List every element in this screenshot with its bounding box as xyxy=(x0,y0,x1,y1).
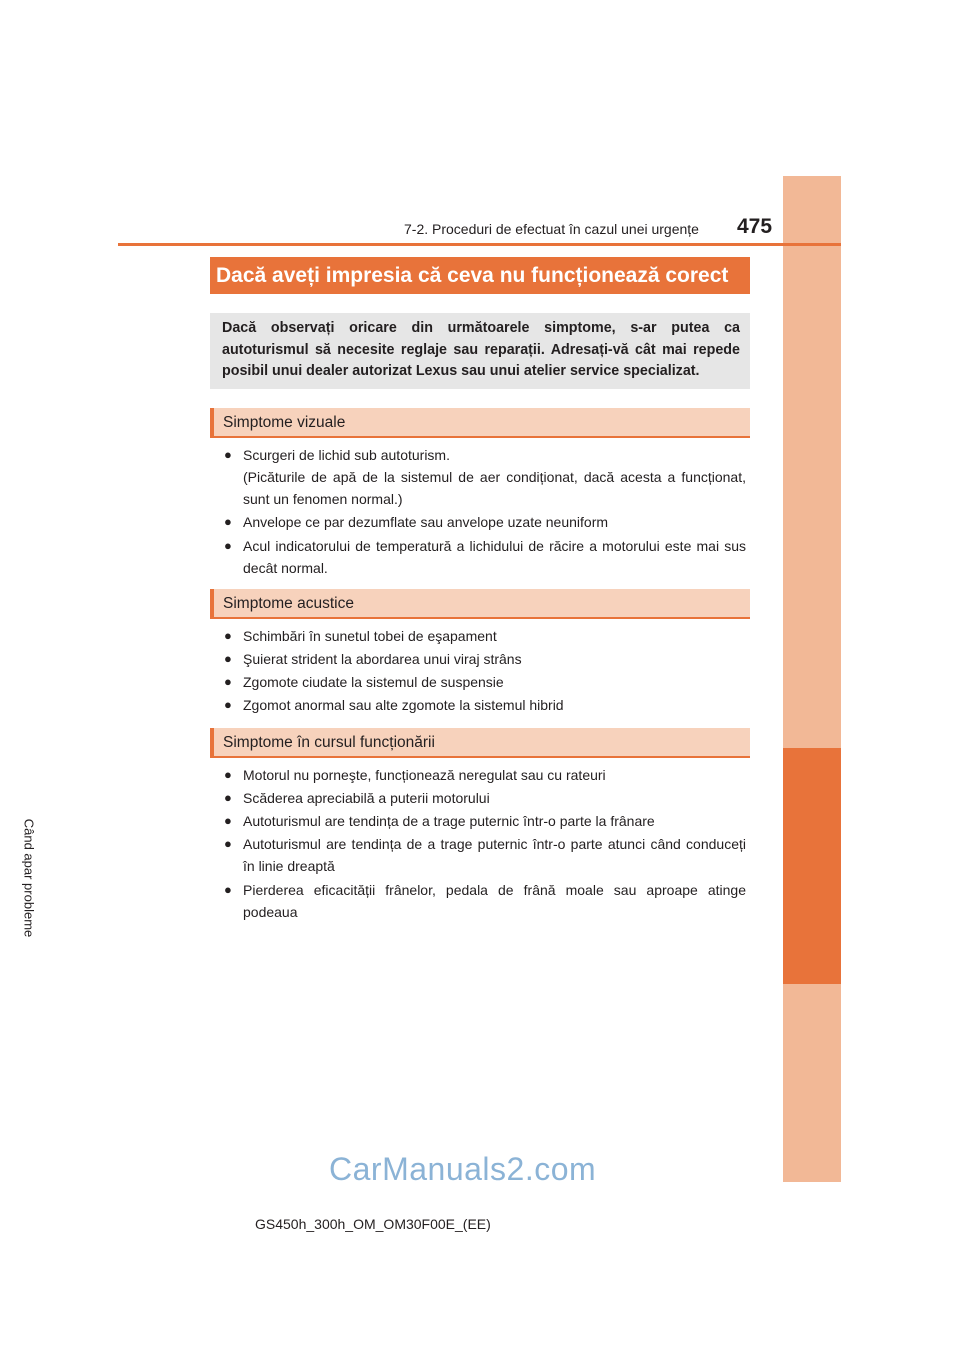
bullet-icon: ● xyxy=(224,836,232,851)
chapter-title: Când apar probleme xyxy=(21,818,37,938)
chapter-number: 7 xyxy=(24,593,34,610)
list-item-text: Scăderea apreciabilă a puterii motorului xyxy=(243,790,490,806)
list-item-text: Schimbări în sunetul tobei de eşapament xyxy=(243,628,497,644)
list-item-text: Zgomote ciudate la sistemul de suspensie xyxy=(243,674,504,690)
list-item xyxy=(224,879,746,923)
list-item-text: Acul indicatorului de temperatură a lichidului de răcire a motorului este mai sus decât normal. xyxy=(243,538,746,576)
list-item xyxy=(224,764,746,786)
list-item-text: Şuierat strident la abordarea unui viraj strâns xyxy=(243,651,522,667)
bullet-icon: ● xyxy=(224,514,232,529)
footer-document-code: GS450h_300h_OM_OM30F00E_(EE) xyxy=(255,1216,491,1232)
section-heading-acoustic: Simptome acustice xyxy=(210,589,750,619)
bullet-icon: ● xyxy=(224,767,232,782)
list-item xyxy=(224,648,746,670)
bullet-icon: ● xyxy=(224,790,232,805)
list-item xyxy=(224,671,746,693)
bullet-icon: ● xyxy=(224,882,232,897)
bullet-icon: ● xyxy=(224,651,232,666)
list-item-text: Zgomot anormal sau alte zgomote la sistemul hibrid xyxy=(243,697,564,713)
bullet-icon: ● xyxy=(224,538,232,553)
list-item xyxy=(224,535,746,579)
bullet-icon: ● xyxy=(224,447,232,462)
intro-note: Dacă observați oricare din următoarele simptome, s-ar putea ca autoturismul să necesite reglaje sau reparații. Adresați-vă cât mai repede posibil unui dealer autorizat Lexus sau unui atelier service specializat. xyxy=(210,313,750,389)
list-item xyxy=(224,810,746,832)
list-item-text: Autoturismul are tendința de a trage puternic într-o parte atunci când conduceți în linie dreaptă xyxy=(243,836,746,874)
list-item-text: Autoturismul are tendința de a trage puternic într-o parte la frânare xyxy=(243,813,655,829)
section-heading-visual: Simptome vizuale xyxy=(210,408,750,438)
bullet-icon: ● xyxy=(224,628,232,643)
bullet-icon: ● xyxy=(224,674,232,689)
bullet-icon: ● xyxy=(224,697,232,712)
page-number: 475 xyxy=(737,215,773,238)
list-item-text: Motorul nu porneşte, funcționează neregulat sau cu rateuri xyxy=(243,767,606,783)
list-item xyxy=(224,787,746,809)
list-item-text: Scurgeri de lichid sub autoturism. (Picăturile de apă de la sistemul de aer condiționat, dacă acesta a funcționat, sunt un fenomen normal.) xyxy=(243,447,746,507)
header-section-title: 7-2. Proceduri de efectuat în cazul unei urgențe xyxy=(404,221,699,237)
list-item xyxy=(224,694,746,716)
chapter-number-box xyxy=(783,748,841,984)
list-item-text: Anvelope ce par dezumflate sau anvelope uzate neuniform xyxy=(243,514,609,530)
list-item-text: Pierderea eficacității frânelor, pedala de frână moale sau aproape atinge podeaua xyxy=(243,882,746,920)
section-heading-operation: Simptome în cursul funcționării xyxy=(210,728,750,758)
watermark: CarManuals2.com xyxy=(329,1151,597,1187)
page-title: Dacă aveți impresia că ceva nu funcționează corect xyxy=(210,257,750,294)
bullet-icon: ● xyxy=(224,813,232,828)
chapter-side-tab xyxy=(783,176,841,1182)
list-item xyxy=(224,511,746,533)
list-item xyxy=(224,444,746,510)
list-item xyxy=(224,625,746,647)
header-divider xyxy=(118,243,841,246)
list-item xyxy=(224,833,746,877)
